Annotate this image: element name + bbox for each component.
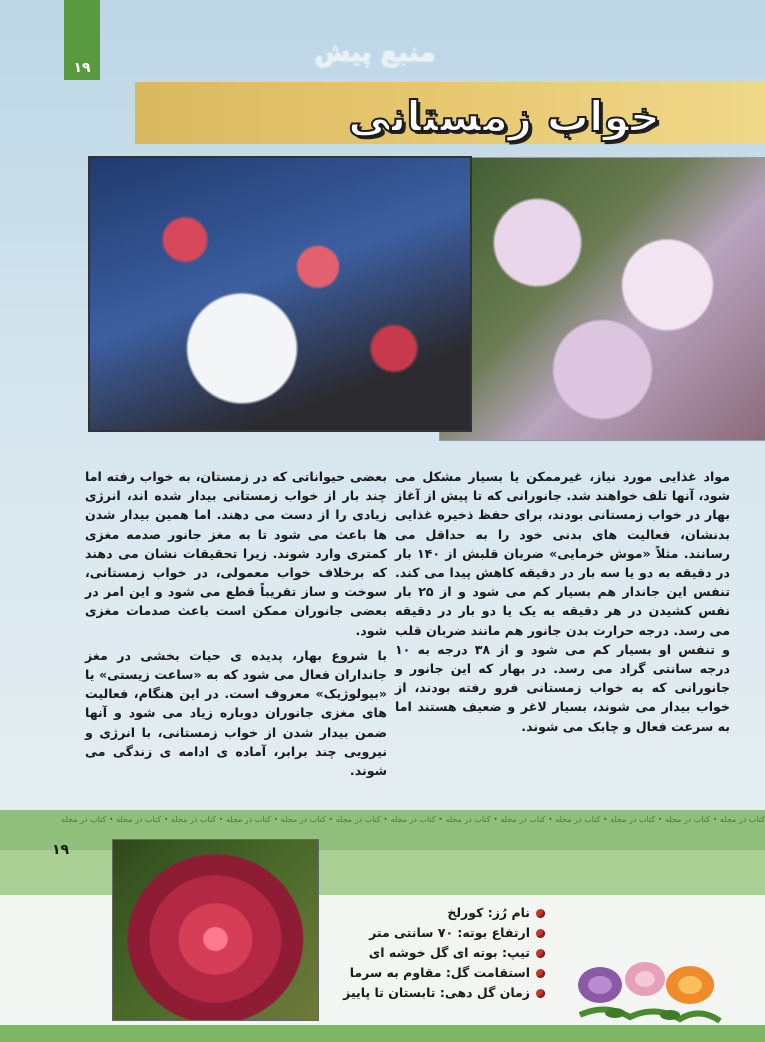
red-rose-photo	[113, 840, 318, 1020]
list-item: ارتفاع بوته: ۷۰ سانتی متر	[320, 923, 545, 943]
roses-illustration	[560, 955, 730, 1030]
list-item: تیپ: بوته ای گل خوشه ای	[320, 943, 545, 963]
list-item: استقامت گل: مقاوم به سرما	[320, 963, 545, 983]
bullet-icon	[536, 929, 545, 938]
section-header: منبع پیش	[314, 38, 436, 68]
strip-repeated-text: کتاب در مجله • کتاب در مجله • کتاب در مجله • کتاب در مجله • کتاب در مجله • کتاب در مجله • کتاب در مجله • کتاب در مجله • کتاب در مجله • کتاب در مجله • کتاب در مجله • کتاب در مجله • کتاب در مجله	[61, 815, 765, 824]
article-paragraph: بعضی حیواناتی که در زمستان، به خواب رفته اما چند بار از خواب زمستانی بیدار شده اند، انرژی زیادی را از دست می دهند. اما همین بیدار شدن ها باعث می شود تا به مغز جانور صدمه مغزی کمتری وارد شوند. زیرا تحقیقات نشان می دهند که برخلاف خواب معمولی، در خواب زمستانی، سوخت و ساز تقریباً قطع می شود و این امر در بعضی جانوران ممکن است باعث صدمات مغزی شود.	[85, 469, 387, 638]
article-paragraph: با شروع بهار، پدیده ی حیات بخشی در مغز جانداران فعال می شود که به «ساعت زیستی» یا «بیولوژیک» معروف است. در این هنگام، فعالیت های مغزی جانوران دوباره زیاد می شود و آنها ضمن بیدار شدن از خواب زمستانی، با انرژی و نیرویی چند برابر، آماده ی ادامه ی زندگی می شوند.	[85, 647, 387, 779]
bullet-icon	[536, 989, 545, 998]
bullet-icon	[536, 909, 545, 918]
page-number-top: ۱۹	[73, 60, 91, 76]
page-number-bottom: ۱۹	[52, 842, 70, 858]
article-column-right	[395, 467, 730, 742]
article-paragraph: مواد غذایی مورد نیاز، غیرممکن یا بسیار مشکل می شود، آنها تلف خواهند شد. جانورانی که تا پیش از آغاز بهار در خواب زمستانی بودند، برای حفظ ذخیره غذایی بدنشان، فعالیت های بدنی خود را به حداقل می رسانند. مثلاً «موش خرمایی» ضربان قلبش از ۱۴۰ بار در دقیقه به دو یا سه بار در دقیقه کاهش پیدا می کند. تنفس این جاندار هم بسیار کم می شود و از ۲۵ بار نفس کشیدن در هر دقیقه به یک یا دو بار در دقیقه می رسد. درجه حرارت بدن جانور هم مانند ضربان قلب و تنفس او بسیار کم می شود و از ۳۸ درجه به ۱۰ درجه سانتی گراد می رسد. در بهار که این جانور و جانورانی که به خواب زمستانی فرو رفته بودند، از خواب بیدار می شوند، بسیار لاغر و ضعیف هستند اما به سرعت فعال و چابک می شوند.	[395, 469, 730, 734]
red-blossom-photo	[90, 158, 470, 430]
article-column-left	[85, 467, 387, 786]
rose-info-list	[320, 903, 545, 1003]
bullet-icon	[536, 969, 545, 978]
bullet-icon	[536, 949, 545, 958]
blossom-tree-photo	[440, 158, 765, 440]
list-item: زمان گل دهی: تابستان تا پاییز	[320, 983, 545, 1003]
list-item: نام رُز: کورلخ	[320, 903, 545, 923]
article-title: خواب زمستانی	[348, 92, 660, 141]
